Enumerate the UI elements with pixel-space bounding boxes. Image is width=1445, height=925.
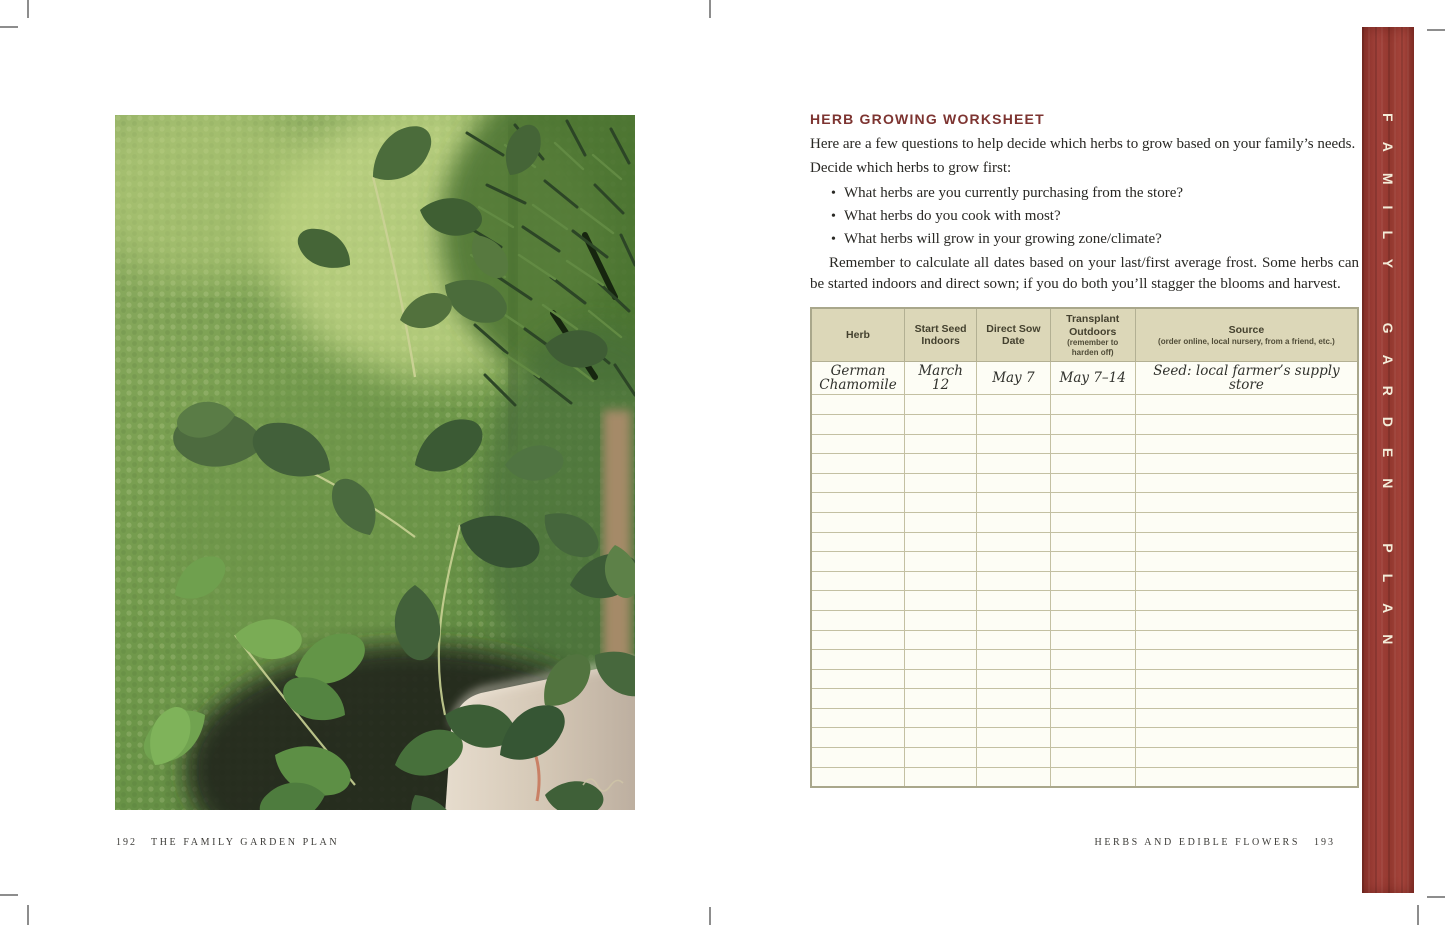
worksheet-empty-cell: [977, 748, 1050, 768]
question-item: • What herbs are you currently purchasing from the store?: [831, 183, 1359, 204]
worksheet-empty-row: [811, 571, 1358, 591]
worksheet-empty-cell: [1050, 748, 1135, 768]
worksheet-table-body: [811, 362, 1358, 787]
worksheet-empty-cell: [1135, 728, 1358, 748]
cell-direct-sow: May 7: [977, 362, 1050, 395]
worksheet-empty-cell: [1135, 610, 1358, 630]
crop-mark: [27, 0, 29, 18]
worksheet-empty-cell: [905, 767, 977, 787]
crop-mark: [709, 0, 711, 18]
worksheet-empty-cell: [811, 552, 905, 572]
worksheet-empty-row: [811, 630, 1358, 650]
crop-mark: [0, 26, 18, 28]
cell-source: Seed: local farmer’s supply store: [1135, 362, 1358, 395]
worksheet-empty-cell: [905, 454, 977, 474]
question-item: • What herbs do you cook with most?: [831, 206, 1359, 227]
table-header-row: [811, 308, 1358, 362]
worksheet-empty-cell: [977, 473, 1050, 493]
note-paragraph: Remember to calculate all dates based on your last/first average frost. Some herbs can be started indoors and direct sown; if you do both you’ll stagger the blooms and harvest.: [810, 255, 1359, 292]
worksheet-empty-row: [811, 454, 1358, 474]
worksheet-empty-cell: [1135, 434, 1358, 454]
worksheet-empty-cell: [811, 473, 905, 493]
worksheet-empty-row: [811, 473, 1358, 493]
worksheet-empty-cell: [905, 748, 977, 768]
worksheet-empty-cell: [1135, 395, 1358, 415]
worksheet-empty-row: [811, 493, 1358, 513]
worksheet-empty-cell: [977, 532, 1050, 552]
worksheet-empty-cell: [1135, 669, 1358, 689]
worksheet-empty-cell: [977, 493, 1050, 513]
worksheet-empty-cell: [905, 512, 977, 532]
worksheet-empty-cell: [1135, 630, 1358, 650]
worksheet-empty-cell: [1135, 473, 1358, 493]
worksheet-empty-cell: [977, 610, 1050, 630]
col-header-source: Source (order online, local nursery, from a friend, etc.): [1135, 308, 1358, 362]
table-row-german-chamomile: [811, 362, 1358, 395]
cell-transplant: May 7–14: [1050, 362, 1135, 395]
worksheet-empty-cell: [811, 610, 905, 630]
worksheet-empty-cell: [1050, 493, 1135, 513]
worksheet-empty-row: [811, 414, 1358, 434]
worksheet-empty-row: [811, 708, 1358, 728]
worksheet-empty-cell: [905, 708, 977, 728]
worksheet-empty-cell: [1050, 728, 1135, 748]
worksheet-empty-row: [811, 767, 1358, 787]
cell-herb: German Chamomile: [811, 362, 905, 395]
worksheet-empty-row: [811, 434, 1358, 454]
oregano-plant-illustration: [115, 115, 635, 810]
left-page-number: 192: [116, 837, 137, 848]
worksheet-empty-cell: [1135, 532, 1358, 552]
worksheet-empty-cell: [977, 708, 1050, 728]
worksheet-empty-cell: [1135, 454, 1358, 474]
crop-mark: [1417, 905, 1419, 925]
worksheet-empty-cell: [905, 473, 977, 493]
worksheet-empty-cell: [905, 630, 977, 650]
worksheet-empty-row: [811, 650, 1358, 670]
worksheet-empty-cell: [905, 532, 977, 552]
worksheet-empty-cell: [977, 434, 1050, 454]
worksheet-empty-cell: [905, 689, 977, 709]
worksheet-empty-cell: [977, 414, 1050, 434]
worksheet-empty-row: [811, 748, 1358, 768]
worksheet-empty-cell: [811, 493, 905, 513]
crop-mark: [0, 894, 18, 896]
worksheet-empty-cell: [977, 454, 1050, 474]
worksheet-empty-cell: [811, 689, 905, 709]
worksheet-empty-cell: [905, 434, 977, 454]
worksheet-empty-cell: [1135, 493, 1358, 513]
worksheet-empty-cell: [1050, 591, 1135, 611]
worksheet-empty-cell: [1135, 689, 1358, 709]
worksheet-empty-cell: [811, 395, 905, 415]
worksheet-empty-cell: [977, 669, 1050, 689]
worksheet-empty-cell: [977, 591, 1050, 611]
worksheet-empty-cell: [977, 571, 1050, 591]
right-footer-title: HERBS AND EDIBLE FLOWERS: [1094, 837, 1300, 848]
worksheet-empty-cell: [1050, 767, 1135, 787]
col-header-transplant-outdoors: Transplant Outdoors (remember to harden off): [1050, 308, 1135, 362]
worksheet-empty-row: [811, 669, 1358, 689]
worksheet-empty-cell: [977, 630, 1050, 650]
worksheet-empty-cell: [1050, 571, 1135, 591]
worksheet-empty-cell: [1050, 473, 1135, 493]
worksheet-empty-cell: [905, 552, 977, 572]
worksheet-empty-row: [811, 689, 1358, 709]
worksheet-empty-cell: [905, 414, 977, 434]
col-header-direct-sow-date: Direct Sow Date: [977, 308, 1050, 362]
worksheet-empty-cell: [905, 591, 977, 611]
worksheet-empty-cell: [1050, 689, 1135, 709]
worksheet-empty-cell: [811, 454, 905, 474]
worksheet-empty-cell: [811, 650, 905, 670]
worksheet-empty-cell: [1050, 454, 1135, 474]
worksheet-empty-row: [811, 552, 1358, 572]
worksheet-empty-row: [811, 512, 1358, 532]
worksheet-empty-cell: [905, 669, 977, 689]
worksheet-empty-cell: [1050, 395, 1135, 415]
worksheet-empty-cell: [811, 630, 905, 650]
worksheet-empty-cell: [1135, 552, 1358, 572]
intro-paragraph: Here are a few questions to help decide which herbs to grow based on your family’s needs.: [810, 136, 1356, 152]
left-page-footer: [116, 837, 339, 848]
worksheet-empty-cell: [1135, 708, 1358, 728]
worksheet-empty-cell: [977, 767, 1050, 787]
worksheet-empty-row: [811, 532, 1358, 552]
question-item: • What herbs will grow in your growing zone/climate?: [831, 229, 1359, 250]
chapter-tab-label: FAMILY GARDEN PLAN: [1380, 113, 1396, 666]
page-title: HERB GROWING WORKSHEET: [810, 111, 1045, 127]
worksheet-empty-cell: [1135, 414, 1358, 434]
worksheet-empty-cell: [1050, 552, 1135, 572]
worksheet-empty-cell: [1135, 650, 1358, 670]
worksheet-empty-cell: [811, 767, 905, 787]
worksheet-empty-cell: [1050, 650, 1135, 670]
worksheet-empty-cell: [905, 728, 977, 748]
right-page-number: 193: [1314, 837, 1335, 848]
cell-start-seed: March 12: [905, 362, 977, 395]
worksheet-empty-cell: [1050, 630, 1135, 650]
worksheet-empty-cell: [811, 571, 905, 591]
worksheet-empty-cell: [1135, 767, 1358, 787]
worksheet-empty-cell: [1135, 748, 1358, 768]
worksheet-empty-cell: [811, 669, 905, 689]
worksheet-empty-row: [811, 395, 1358, 415]
worksheet-empty-row: [811, 610, 1358, 630]
worksheet-empty-cell: [1050, 434, 1135, 454]
worksheet-empty-cell: [811, 532, 905, 552]
worksheet-empty-cell: [811, 434, 905, 454]
worksheet-empty-cell: [905, 395, 977, 415]
worksheet-empty-cell: [977, 650, 1050, 670]
col-header-herb: Herb: [811, 308, 905, 362]
worksheet-empty-cell: [811, 414, 905, 434]
herb-growing-table: [810, 307, 1359, 788]
worksheet-empty-cell: [811, 728, 905, 748]
worksheet-empty-cell: [905, 650, 977, 670]
prompt-paragraph: Decide which herbs to grow first:: [810, 160, 1012, 176]
herb-photo: [115, 115, 635, 810]
left-footer-title: THE FAMILY GARDEN PLAN: [151, 837, 340, 848]
worksheet-empty-cell: [1050, 708, 1135, 728]
worksheet-empty-cell: [1050, 512, 1135, 532]
worksheet-empty-cell: [1135, 571, 1358, 591]
crop-mark: [709, 907, 711, 925]
crop-mark: [27, 905, 29, 925]
worksheet-empty-cell: [811, 512, 905, 532]
crop-mark: [1427, 29, 1445, 31]
right-page-footer: [1095, 837, 1335, 848]
worksheet-empty-cell: [1135, 591, 1358, 611]
worksheet-empty-cell: [905, 493, 977, 513]
worksheet-empty-cell: [1050, 414, 1135, 434]
worksheet-empty-cell: [977, 689, 1050, 709]
col-header-start-seed-indoors: Start Seed Indoors: [905, 308, 977, 362]
question-list: [831, 183, 1359, 250]
worksheet-empty-row: [811, 591, 1358, 611]
worksheet-empty-cell: [811, 708, 905, 728]
worksheet-empty-cell: [1050, 532, 1135, 552]
worksheet-empty-cell: [977, 728, 1050, 748]
worksheet-empty-cell: [977, 512, 1050, 532]
worksheet-empty-cell: [811, 748, 905, 768]
worksheet-empty-cell: [811, 591, 905, 611]
worksheet-empty-cell: [1050, 610, 1135, 630]
worksheet-empty-cell: [977, 552, 1050, 572]
crop-mark: [1427, 896, 1445, 898]
worksheet-empty-cell: [905, 571, 977, 591]
worksheet-empty-cell: [1135, 512, 1358, 532]
worksheet-empty-cell: [977, 395, 1050, 415]
chapter-tab: [1362, 27, 1414, 893]
worksheet-empty-cell: [1050, 669, 1135, 689]
worksheet-empty-row: [811, 728, 1358, 748]
worksheet-empty-cell: [905, 610, 977, 630]
worksheet-page: [810, 111, 1359, 788]
